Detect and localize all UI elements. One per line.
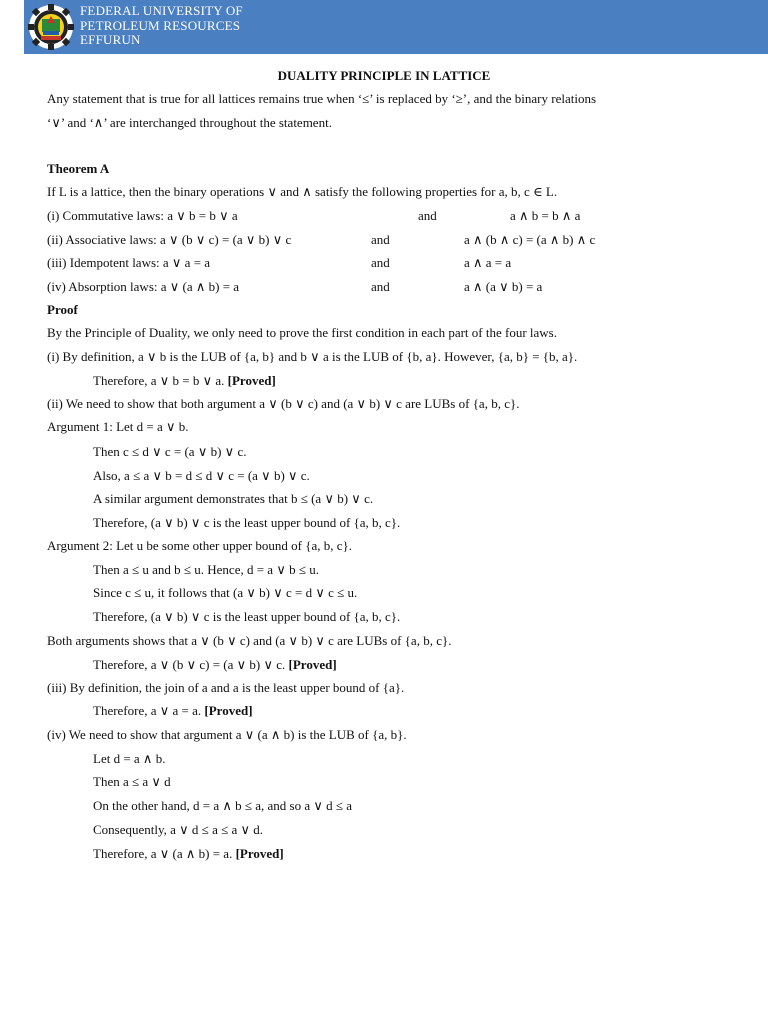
university-logo-icon bbox=[28, 3, 74, 51]
law-commutative-and: and bbox=[418, 208, 437, 223]
intro-line-2: ‘∨’ and ‘∧’ are interchanged throughout the statement. bbox=[47, 115, 332, 130]
proved-tag: [Proved] bbox=[235, 846, 284, 861]
proof-line: Also, a ≤ a ∨ b = d ≤ d ∨ c = (a ∨ b) ∨ c. bbox=[93, 468, 310, 483]
proof-line: (i) By definition, a ∨ b is the LUB of {a, b} and b ∨ a is the LUB of {b, a}. However, {a, b} = {b, a}. bbox=[47, 349, 578, 364]
proof-line: Consequently, a ∨ d ≤ a ≤ a ∨ d. bbox=[93, 822, 264, 837]
theorem-statement: If L is a lattice, then the binary operations ∨ and ∧ satisfy the following properties for a, b, c ∈ L. bbox=[47, 184, 558, 199]
law-commutative-right: a ∧ b = b ∧ a bbox=[510, 208, 581, 223]
proved-tag: [Proved] bbox=[288, 657, 337, 672]
proof-line: Then a ≤ u and b ≤ u. Hence, d = a ∨ b ≤ u. bbox=[93, 562, 319, 577]
proof-line: Argument 2: Let u be some other upper bound of {a, b, c}. bbox=[47, 538, 353, 553]
proof-line: Therefore, (a ∨ b) ∨ c is the least upper bound of {a, b, c}. bbox=[93, 609, 401, 624]
law-associative-and: and bbox=[371, 232, 390, 247]
law-idempotent-right: a ∧ a = a bbox=[464, 255, 512, 270]
page-title: DUALITY PRINCIPLE IN LATTICE bbox=[277, 68, 491, 83]
proof-line: (iv) We need to show that argument a ∨ (a ∧ b) is the LUB of {a, b}. bbox=[47, 727, 407, 742]
law-idempotent-left: (iii) Idempotent laws: a ∨ a = a bbox=[47, 255, 211, 270]
law-absorption-and: and bbox=[371, 279, 390, 294]
proof-line: (iii) By definition, the join of a and a is the least upper bound of {a}. bbox=[47, 680, 405, 695]
proof-line: Therefore, a ∨ a = a. [Proved] bbox=[93, 703, 253, 718]
intro-line-1: Any statement that is true for all lattices remains true when ‘≤’ is replaced by ‘≥’, and the binary relations bbox=[47, 91, 597, 106]
university-name bbox=[80, 4, 243, 48]
proof-line: Argument 1: Let d = a ∨ b. bbox=[47, 419, 189, 434]
law-absorption-left: (iv) Absorption laws: a ∨ (a ∧ b) = a bbox=[47, 279, 240, 294]
proof-line: (ii) We need to show that both argument a ∨ (b ∨ c) and (a ∨ b) ∨ c are LUBs of {a, b, c}. bbox=[47, 396, 520, 411]
university-banner bbox=[24, 0, 768, 54]
law-associative-right: a ∧ (b ∧ c) = (a ∧ b) ∧ c bbox=[464, 232, 596, 247]
proof-line: Therefore, a ∨ (a ∧ b) = a. [Proved] bbox=[93, 846, 284, 861]
proof-heading: Proof bbox=[47, 302, 78, 317]
proof-line: Then c ≤ d ∨ c = (a ∨ b) ∨ c. bbox=[93, 444, 247, 459]
proof-line: By the Principle of Duality, we only need to prove the first condition in each part of the four laws. bbox=[47, 325, 557, 340]
law-commutative-left: (i) Commutative laws: a ∨ b = b ∨ a bbox=[47, 208, 238, 223]
university-name-line-1: FEDERAL UNIVERSITY OF bbox=[80, 3, 243, 18]
proof-line: On the other hand, d = a ∧ b ≤ a, and so a ∨ d ≤ a bbox=[93, 798, 353, 813]
law-absorption-right: a ∧ (a ∨ b) = a bbox=[464, 279, 543, 294]
proved-tag: [Proved] bbox=[227, 373, 276, 388]
proof-line: Both arguments shows that a ∨ (b ∨ c) and (a ∨ b) ∨ c are LUBs of {a, b, c}. bbox=[47, 633, 452, 648]
proof-line: Then a ≤ a ∨ d bbox=[93, 774, 171, 789]
proof-line: Therefore, a ∨ b = b ∨ a. [Proved] bbox=[93, 373, 276, 388]
theorem-heading: Theorem A bbox=[47, 161, 110, 176]
proof-line: Therefore, a ∨ (b ∨ c) = (a ∨ b) ∨ c. [Proved] bbox=[93, 657, 337, 672]
university-name-line-3: EFFURUN bbox=[80, 32, 141, 47]
proved-tag: [Proved] bbox=[204, 703, 253, 718]
proof-line: Therefore, (a ∨ b) ∨ c is the least upper bound of {a, b, c}. bbox=[93, 515, 401, 530]
law-associative-left: (ii) Associative laws: a ∨ (b ∨ c) = (a ∨ b) ∨ c bbox=[47, 232, 292, 247]
proof-line: Let d = a ∧ b. bbox=[93, 751, 166, 766]
university-name-line-2: PETROLEUM RESOURCES bbox=[80, 17, 241, 33]
proof-line: A similar argument demonstrates that b ≤ (a ∨ b) ∨ c. bbox=[93, 491, 374, 506]
law-idempotent-and: and bbox=[371, 255, 390, 270]
proof-line: Since c ≤ u, it follows that (a ∨ b) ∨ c = d ∨ c ≤ u. bbox=[93, 585, 358, 600]
